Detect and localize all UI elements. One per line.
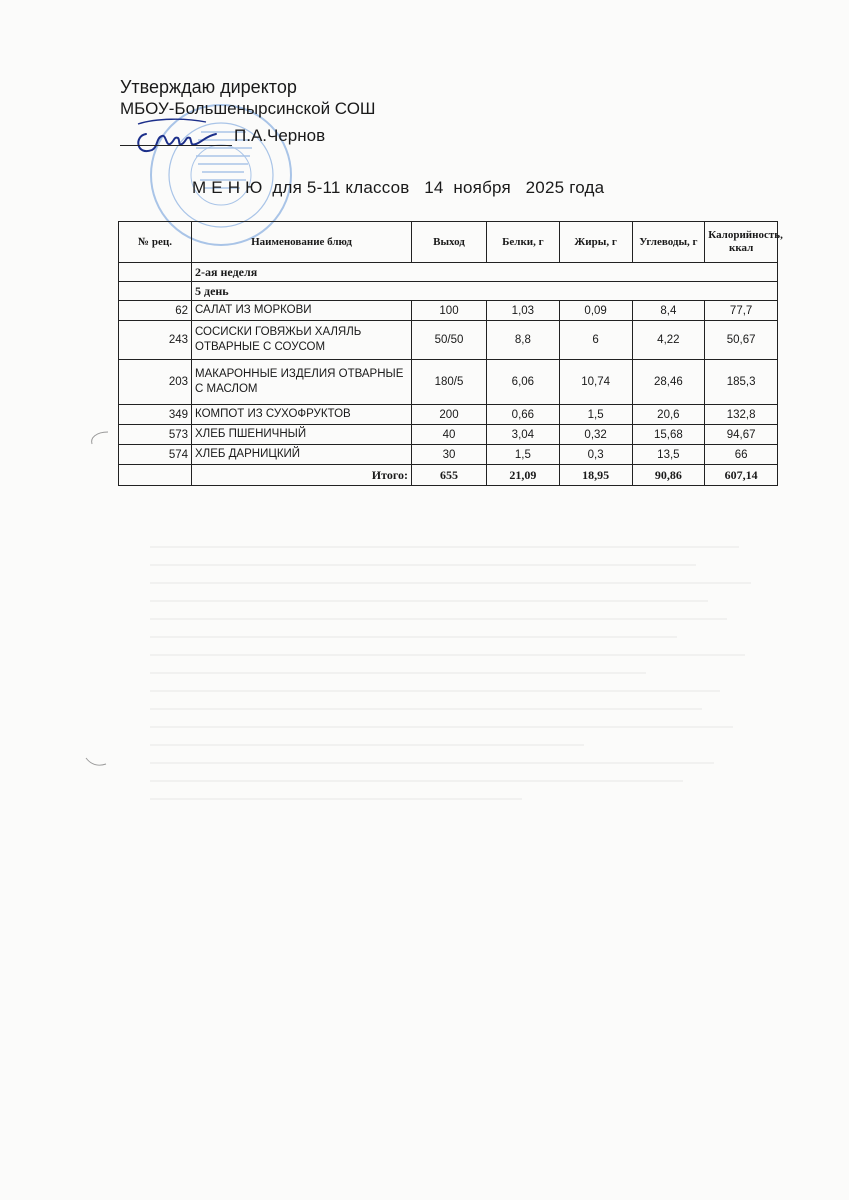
row-output: 200 [412,405,487,425]
row-fat: 10,74 [559,360,632,405]
header-name: Наименование блюд [192,222,412,263]
row-protein: 8,8 [487,321,560,360]
row-num: 203 [119,360,192,405]
menu-title: М Е Н Ю для 5-11 классов 14 ноября 2025 года [192,178,605,197]
row-carbs: 4,22 [632,321,705,360]
row-num: 349 [119,405,192,425]
row-output: 40 [412,425,487,445]
total-output: 655 [412,465,487,486]
table-row [119,425,778,445]
week-label: 2-ая неделя [192,263,778,282]
row-calories: 132,8 [705,405,778,425]
total-row [119,465,778,486]
approval-organization: МБОУ-Большенырсинской СОШ [120,99,376,118]
row-calories: 66 [705,445,778,465]
total-label: Итого: [192,465,412,486]
total-row-empty [119,465,192,486]
row-carbs: 8,4 [632,301,705,321]
row-num: 574 [119,445,192,465]
table-row [119,405,778,425]
approval-signatory: П.А.Чернов [234,126,326,145]
table-row [119,360,778,405]
row-dish: ХЛЕБ ПШЕНИЧНЫЙ [192,425,412,445]
row-protein: 6,06 [487,360,560,405]
week-row [119,263,778,282]
row-output: 100 [412,301,487,321]
header-carbs: Углеводы, г [632,222,705,263]
table-header-row [119,222,778,263]
total-calories: 607,14 [705,465,778,486]
header-num: № рец. [119,222,192,263]
approval-signature-line [120,126,325,146]
row-num: 62 [119,301,192,321]
row-output: 50/50 [412,321,487,360]
total-fat: 18,95 [559,465,632,486]
row-calories: 94,67 [705,425,778,445]
row-dish: САЛАТ ИЗ МОРКОВИ [192,301,412,321]
row-calories: 50,67 [705,321,778,360]
row-output: 30 [412,445,487,465]
row-dish: МАКАРОННЫЕ ИЗДЕЛИЯ ОТВАРНЫЕ С МАСЛОМ [192,360,412,405]
day-row-empty [119,282,192,301]
row-num: 243 [119,321,192,360]
header-protein: Белки, г [487,222,560,263]
row-carbs: 13,5 [632,445,705,465]
header-output: Выход [412,222,487,263]
row-fat: 0,3 [559,445,632,465]
scan-mark [84,752,108,772]
row-carbs: 15,68 [632,425,705,445]
row-dish: ХЛЕБ ДАРНИЦКИЙ [192,445,412,465]
table-row [119,321,778,360]
scan-mark [86,428,110,448]
row-protein: 1,5 [487,445,560,465]
row-calories: 77,7 [705,301,778,321]
row-protein: 3,04 [487,425,560,445]
signature-underline [120,129,232,146]
header-fat: Жиры, г [559,222,632,263]
row-num: 573 [119,425,192,445]
table-row [119,445,778,465]
row-protein: 0,66 [487,405,560,425]
row-calories: 185,3 [705,360,778,405]
reverse-side-bleed-through [150,530,770,1090]
row-protein: 1,03 [487,301,560,321]
row-carbs: 28,46 [632,360,705,405]
row-output: 180/5 [412,360,487,405]
row-dish: СОСИСКИ ГОВЯЖЬИ ХАЛЯЛЬ ОТВАРНЫЕ С СОУСОМ [192,321,412,360]
total-protein: 21,09 [487,465,560,486]
total-carbs: 90,86 [632,465,705,486]
day-row [119,282,778,301]
row-dish: КОМПОТ ИЗ СУХОФРУКТОВ [192,405,412,425]
table-row [119,301,778,321]
day-label: 5 день [192,282,778,301]
row-fat: 6 [559,321,632,360]
header-calories: Калорийность, ккал [705,222,778,263]
row-fat: 0,09 [559,301,632,321]
row-fat: 1,5 [559,405,632,425]
row-fat: 0,32 [559,425,632,445]
menu-table [118,221,783,486]
week-row-empty [119,263,192,282]
approval-title: Утверждаю директор [120,77,297,97]
row-carbs: 20,6 [632,405,705,425]
